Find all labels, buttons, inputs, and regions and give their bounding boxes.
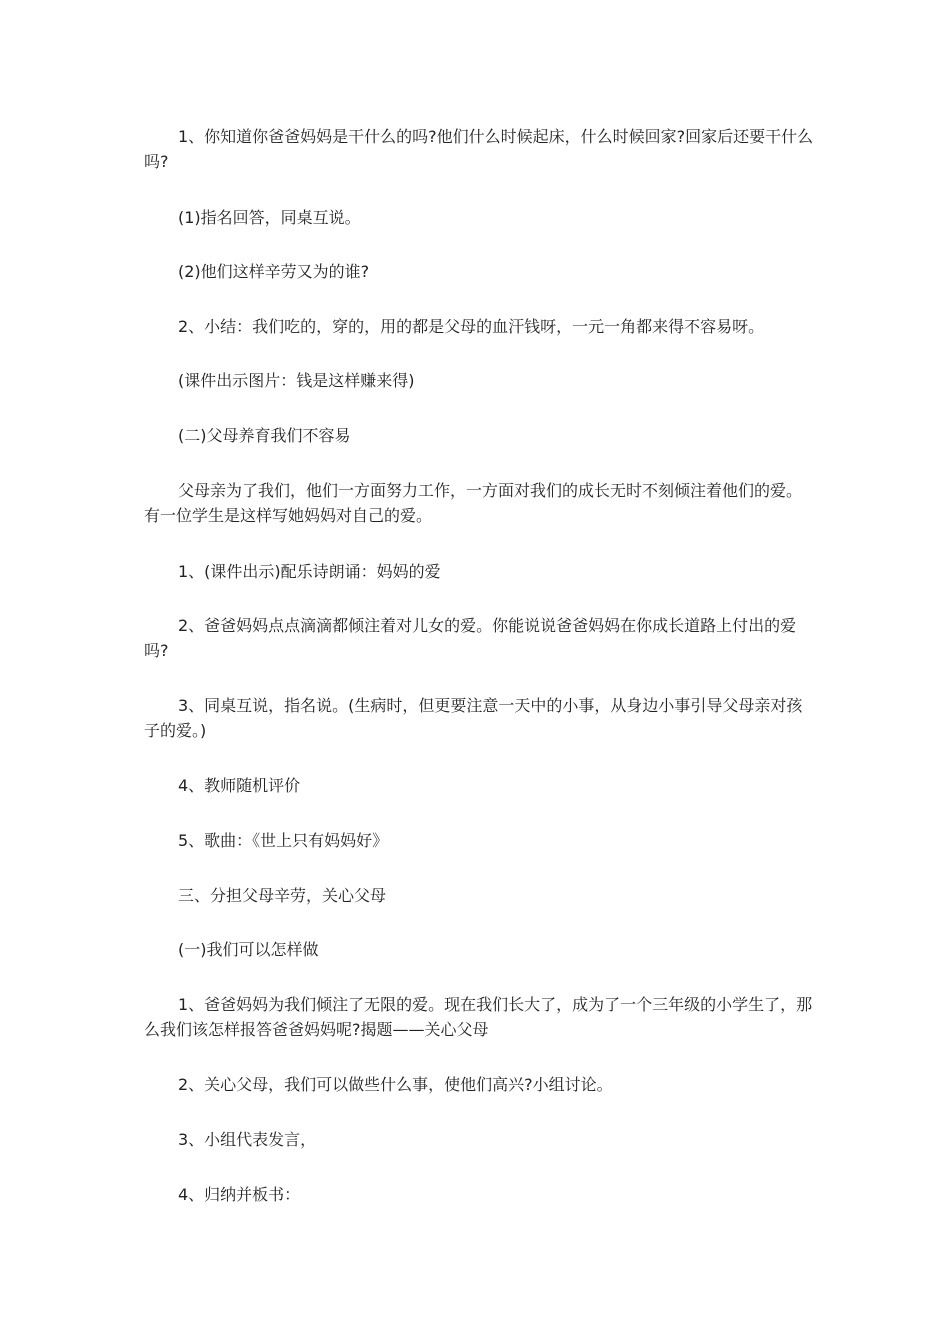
subsection-heading-what-we-can-do: (一)我们可以怎样做 bbox=[178, 940, 319, 959]
paragraph-parents-love: 父母亲为了我们，他们一方面努力工作，一方面对我们的成长无时不刻倾注着他们的爱。有一位学生是这样写她妈妈对自己的爱。 bbox=[144, 481, 803, 525]
paragraph-group-speech: 3、小组代表发言， bbox=[178, 1130, 317, 1149]
paragraph-summary: 2、小结：我们吃的，穿的，用的都是父母的血汗钱呀，一元一角都来得不容易呀。 bbox=[178, 317, 765, 336]
paragraph-pair-discussion: 3、同桌互说，指名说。(生病时，但更要注意一天中的小事，从身边小事引导父母亲对孩子的爱。) bbox=[144, 696, 803, 740]
paragraph-teacher-evaluation: 4、教师随机评价 bbox=[178, 776, 301, 795]
paragraph-repay-parents: 1、爸爸妈妈为我们倾注了无限的爱。现在我们长大了，成为了一个三年级的小学生了，那么我们该怎样报答爸爸妈妈呢?揭题——关心父母 bbox=[144, 995, 813, 1039]
paragraph-parents-devotion: 2、爸爸妈妈点点滴滴都倾注着对儿女的爱。你能说说爸爸妈妈在你成长道路上付出的爱吗? bbox=[144, 616, 797, 660]
paragraph-question-parents-work: 1、你知道你爸爸妈妈是干什么的吗?他们什么时候起床，什么时候回家?回家后还要干什么吗? bbox=[144, 127, 814, 171]
paragraph-hard-work-for-whom: (2)他们这样辛劳又为的谁? bbox=[178, 262, 370, 281]
paragraph-answer-pairs: (1)指名回答，同桌互说。 bbox=[178, 208, 361, 227]
paragraph-song: 5、歌曲：《世上只有妈妈好》 bbox=[178, 831, 389, 850]
paragraph-courseware-picture: (课件出示图片：钱是这样赚来得) bbox=[178, 371, 415, 390]
paragraph-poem-recitation: 1、(课件出示)配乐诗朗诵：妈妈的爱 bbox=[178, 562, 441, 581]
paragraph-summarize-board: 4、归纳并板书： bbox=[178, 1185, 301, 1204]
section-heading-raising-us: (二)父母养育我们不容易 bbox=[178, 426, 351, 445]
paragraph-care-discussion: 2、关心父母，我们可以做些什么事，使他们高兴?小组讨论。 bbox=[178, 1075, 613, 1094]
section-heading-share-burden: 三、分担父母辛劳，关心父母 bbox=[178, 886, 387, 905]
